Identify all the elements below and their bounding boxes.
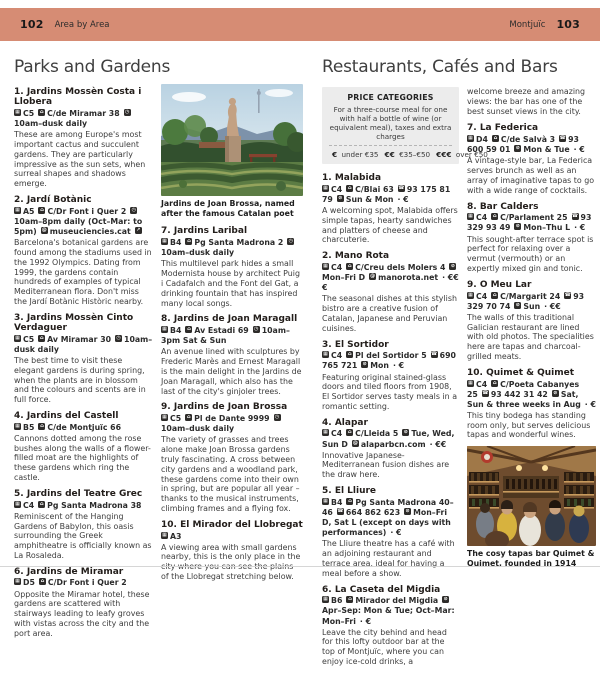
entry-title: 1. Jardins Mossèn Costa i Llobera bbox=[14, 87, 142, 108]
address-text: C/Dr Font i Quer 2 bbox=[47, 206, 127, 216]
address-text: Pg Santa Madrona 38 bbox=[47, 500, 142, 510]
address-text: Pg Santa Madrona 40–46 bbox=[322, 497, 454, 517]
entry-title: 9. Jardins de Joan Brossa bbox=[161, 402, 288, 413]
entry-title: 6. Jardins de Miramar bbox=[14, 566, 124, 577]
closed-text: Tue, Wed, Sun D bbox=[322, 429, 455, 449]
web-icon: @ bbox=[352, 439, 358, 446]
listing-entry bbox=[14, 567, 154, 639]
phone-icon: ☎ bbox=[431, 351, 438, 358]
map-text: C5 bbox=[170, 414, 182, 424]
entry-description: A viewing area with small gardens nearby, this is the only place in the city where you can see the plains of the Llobregat stretching below. bbox=[161, 542, 301, 582]
entry-title: 5. Jardins del Teatre Grec bbox=[14, 488, 143, 499]
parks-column-1 bbox=[14, 87, 154, 645]
entry-title: 9. O Meu Lar bbox=[467, 279, 532, 290]
phone-icon: ☎ bbox=[571, 213, 579, 220]
hours-text: 10am–dusk daily bbox=[14, 119, 88, 129]
address-icon: ⌂ bbox=[40, 206, 44, 213]
phone-icon: ☎ bbox=[398, 184, 405, 191]
map-icon: ▦ bbox=[323, 262, 328, 269]
address-text: C/Margarit 24 bbox=[500, 291, 561, 301]
listing-entry bbox=[322, 486, 459, 578]
map-text: A5 bbox=[23, 206, 35, 216]
map-icon: ▦ bbox=[323, 351, 328, 358]
web-text: museuciencies.cat bbox=[49, 227, 131, 237]
entry-info bbox=[161, 326, 303, 346]
listing-entry bbox=[14, 489, 154, 561]
address-text: Av Miramar 30 bbox=[47, 334, 112, 344]
price-rating: · € bbox=[359, 616, 372, 626]
web-text: manorota.net bbox=[378, 273, 439, 283]
left-page-number: 102 bbox=[20, 18, 44, 31]
entry-info bbox=[14, 501, 154, 511]
restaurants-section-title: Restaurants, Cafés and Bars bbox=[322, 57, 558, 77]
map-icon: ▦ bbox=[468, 135, 473, 142]
address-icon: ⌂ bbox=[39, 109, 44, 115]
address-text: Pl del Sortidor 5 bbox=[355, 351, 427, 361]
map-icon: ▦ bbox=[323, 497, 328, 504]
hours-text: 10am–dusk daily bbox=[161, 248, 235, 258]
closed-text: Mon–Fri D, Sat L (except on days with performances) bbox=[322, 507, 451, 538]
entry-title: 2. Mano Rota bbox=[322, 251, 390, 262]
price-categories-divider bbox=[329, 145, 452, 146]
phone-text: 93 175 81 79 bbox=[322, 184, 451, 204]
entry-title: 10. Quimet & Quimet bbox=[467, 367, 575, 378]
price-rating: · €€ bbox=[429, 439, 447, 449]
phone-icon: ☎ bbox=[559, 135, 566, 142]
entry-info bbox=[161, 414, 303, 434]
entry-title: 10. El Mirador del Llobregat bbox=[161, 519, 303, 530]
map-text: D4 bbox=[476, 135, 488, 145]
listing-entry bbox=[161, 226, 303, 308]
map-icon: ▦ bbox=[323, 184, 328, 191]
map-text: C4 bbox=[476, 213, 488, 223]
web-text: alaparbcn.com bbox=[360, 439, 426, 449]
map-text: B4 bbox=[331, 497, 343, 507]
map-icon: ▦ bbox=[162, 531, 167, 538]
listing-entry bbox=[14, 411, 154, 483]
price-symbol: € bbox=[332, 150, 338, 159]
garden-photo-caption: Jardins de Joan Brossa, named after the famous Catalan poet bbox=[161, 199, 295, 218]
listing-entry bbox=[322, 251, 459, 333]
restaurants-column-2 bbox=[467, 87, 596, 577]
entry-description: The best time to visit these elegant gardens is during spring, when the plants are in blossom and the colours and scents are in full force. bbox=[14, 355, 146, 405]
map-text: A3 bbox=[170, 531, 182, 541]
entry-description: An avenue lined with sculptures by Frederic Marès and Ernest Maragall is the main delight in the Jardins de Joan Maragall, which also has the last of the city's ginjoler trees. bbox=[161, 347, 302, 396]
map-text: C4 bbox=[476, 291, 488, 301]
closed-text: Mon–Fri D bbox=[322, 273, 366, 283]
web-icon: @ bbox=[370, 273, 376, 280]
entry-description: The variety of grasses and trees alone make Joan Brossa gardens truly fascinating. A cross between city gardens and a woodland park, these gardens come into their own in spring, but are popular all year – thanks to the musical instruments, climbing frames and a flying fox. bbox=[161, 435, 300, 514]
map-text: C4 bbox=[331, 184, 343, 194]
closed-icon: ⊘ bbox=[362, 361, 367, 368]
listing-entry bbox=[322, 585, 459, 667]
hours-text: 10am–3pm Sat & Sun bbox=[161, 326, 290, 346]
address-icon: ⌂ bbox=[187, 238, 191, 245]
address-icon: ⌂ bbox=[492, 213, 497, 220]
entry-title: 8. Bar Calders bbox=[467, 201, 539, 212]
hours-text: 10am–dusk daily bbox=[14, 334, 153, 354]
entry-description: The walls of this traditional Galician restaurant are lined with old photos. The specialities here are tapas and charcoal-grilled meats. bbox=[467, 312, 594, 361]
right-page-label: Montjuïc bbox=[509, 19, 546, 30]
address-icon: ⌂ bbox=[186, 414, 191, 421]
price-rating: · € bbox=[574, 223, 586, 233]
listing-entry bbox=[322, 418, 459, 480]
map-icon: ▦ bbox=[15, 109, 20, 115]
entry-title: 7. La Federica bbox=[467, 123, 539, 134]
listing-entry bbox=[14, 313, 154, 405]
listing-entry bbox=[322, 340, 459, 412]
entry-title: 4. Alapar bbox=[322, 417, 368, 428]
map-text: C4 bbox=[331, 429, 343, 439]
phone-text: 93 329 93 49 bbox=[467, 213, 592, 233]
entry-title: 2. Jardí Botànic bbox=[14, 195, 92, 206]
entry-description: Featuring original stained-glass doors and tiled floors from 1908, El Sortidor serves tasty meals in a romantic setting. bbox=[322, 372, 458, 411]
closed-text: Mon & Tue bbox=[523, 145, 570, 155]
entry-title: 4. Jardins del Castell bbox=[14, 410, 119, 421]
price-rating: · €€€ bbox=[322, 273, 459, 293]
price-scale bbox=[329, 150, 488, 159]
address-text: Pg Santa Madrona 2 bbox=[194, 238, 284, 248]
restaurant-entries-1-6 bbox=[322, 173, 459, 667]
entry-description: Cannons dotted among the rose bushes along the walls of a flower-filled moat are the highlights of these gardens which ring the castle. bbox=[14, 433, 151, 483]
phone-text: 93 442 31 42 bbox=[490, 389, 548, 399]
entry-info bbox=[14, 578, 154, 588]
map-icon: ▦ bbox=[15, 578, 20, 585]
price-categories-title: PRICE CATEGORIES bbox=[347, 93, 434, 102]
parks-entries-7-10 bbox=[161, 226, 303, 581]
address-text: C/de Miramar 38 bbox=[47, 109, 120, 118]
entry-title: 7. Jardins Laribal bbox=[161, 226, 248, 237]
map-text: C5 bbox=[23, 109, 35, 118]
entry-description: These are among Europe's most important cactus and succulent gardens. They are particularly impressive as the sun sets, when surreal shapes and shadows emerge. bbox=[14, 130, 146, 189]
entry-info bbox=[14, 207, 154, 237]
closed-text: Sat, Sun & three weeks in Aug bbox=[467, 389, 581, 409]
restaurant-entries-7-10 bbox=[467, 123, 596, 440]
bar-photo bbox=[467, 446, 596, 546]
listing-entry bbox=[14, 87, 154, 189]
external-icon: ↗ bbox=[136, 227, 141, 234]
closed-text: Apr–Sep: Mon & Tue; Oct–Mar: Mon–Fri bbox=[322, 606, 455, 626]
entry-info bbox=[14, 109, 154, 129]
address-icon: ⌂ bbox=[187, 326, 191, 333]
entry-info bbox=[322, 429, 459, 449]
listing-entry bbox=[467, 202, 596, 274]
map-icon: ▦ bbox=[162, 238, 167, 245]
address-text: C/Parlament 25 bbox=[500, 213, 568, 223]
entry-info bbox=[467, 292, 596, 312]
address-text: Mirador del Migdia bbox=[355, 596, 439, 606]
address-icon: ⌂ bbox=[492, 379, 497, 386]
listing-entry bbox=[322, 173, 459, 245]
entry-info bbox=[14, 335, 154, 355]
address-text: C/Lleida 5 bbox=[355, 429, 399, 439]
map-text: C4 bbox=[331, 262, 343, 272]
map-icon: ▦ bbox=[15, 334, 20, 341]
map-text: B4 bbox=[170, 326, 182, 336]
map-text: C5 bbox=[23, 334, 35, 344]
entry-info bbox=[467, 380, 596, 410]
closed-icon: ⊘ bbox=[515, 145, 520, 152]
map-icon: ▦ bbox=[162, 326, 167, 333]
price-rating: · €€ bbox=[544, 301, 561, 311]
entry-info bbox=[322, 185, 459, 205]
address-text: Pl de Dante 9999 bbox=[194, 414, 270, 424]
map-text: B4 bbox=[170, 238, 182, 248]
closed-icon: ⊘ bbox=[515, 301, 520, 308]
price-categories-description: For a three-course meal for one with half a bottle of wine (or equivalent meal), taxes and extra charges bbox=[329, 105, 452, 141]
closed-text: Mon bbox=[370, 361, 389, 371]
address-icon: ⌂ bbox=[39, 500, 44, 507]
entry-info bbox=[322, 351, 459, 371]
entry-title: 3. Jardins Mossèn Cinto Verdaguer bbox=[14, 312, 134, 333]
price-rating: · € bbox=[397, 194, 409, 204]
hours-icon: ◷ bbox=[131, 206, 136, 213]
closed-icon: ⊘ bbox=[443, 596, 448, 603]
parks-section-title: Parks and Gardens bbox=[14, 57, 171, 77]
hours-icon: ◷ bbox=[124, 109, 130, 115]
entry-title: 3. El Sortidor bbox=[322, 339, 389, 350]
closed-icon: ⊘ bbox=[338, 194, 343, 201]
price-symbol: €€€ bbox=[436, 150, 452, 159]
listing-entry bbox=[467, 280, 596, 362]
address-text: C/Dr Font i Quer 2 bbox=[47, 578, 127, 588]
address-icon: ⌂ bbox=[40, 578, 45, 585]
entry-description: The Lliure theatre has a café with an adjoining restaurant and terrace area, ideal for having a meal before a show. bbox=[322, 539, 455, 578]
entry-description: A welcoming spot, Malabida offers simple tapas, hearty sandwiches and platters of cheese and charcuterie. bbox=[322, 206, 458, 245]
hours-icon: ◷ bbox=[254, 326, 259, 333]
right-page-number: 103 bbox=[556, 18, 580, 31]
map-text: C4 bbox=[476, 379, 488, 389]
address-icon: ⌂ bbox=[493, 135, 498, 142]
closed-icon: ⊘ bbox=[403, 429, 408, 436]
price-scale-segment: € under €35 bbox=[332, 150, 379, 159]
hours-icon: ◷ bbox=[288, 238, 293, 245]
header-right bbox=[509, 18, 580, 31]
closed-icon: ⊘ bbox=[450, 262, 456, 269]
header-left bbox=[20, 18, 110, 31]
price-rating: · € bbox=[390, 528, 402, 538]
listing-entry bbox=[161, 402, 303, 513]
page-header-bar bbox=[0, 8, 600, 41]
phone-text: 690 765 721 bbox=[322, 351, 456, 371]
map-icon: ▦ bbox=[162, 414, 167, 421]
closed-text: Sun bbox=[523, 301, 541, 311]
price-rating: · € bbox=[573, 145, 585, 155]
entry-info bbox=[467, 213, 596, 233]
address-text: C/Creu dels Molers 4 bbox=[355, 262, 446, 272]
entry-description: This sought-after terrace spot is perfect for relaxing over a vermut (vermouth) or an expertly mixed gin and tonic. bbox=[467, 234, 594, 273]
map-icon: ▦ bbox=[468, 291, 473, 298]
phone-text: 93 600 59 01 bbox=[467, 135, 579, 155]
closed-icon: ⊘ bbox=[405, 507, 410, 514]
price-symbol: €€ bbox=[384, 150, 395, 159]
address-text: C/de Montjuïc 66 bbox=[47, 422, 122, 432]
phone-text: 93 329 70 74 bbox=[467, 291, 585, 311]
entry-description: Opposite the Miramar hotel, these gardens are scattered with stairways leading to leafy groves with vistas across the city and the port area. bbox=[14, 589, 150, 638]
address-icon: ⌂ bbox=[347, 184, 352, 191]
price-rating: · € bbox=[392, 361, 405, 371]
phone-text: 664 862 623 bbox=[345, 507, 401, 517]
entry-title: 5. El Lliure bbox=[322, 486, 377, 497]
map-text: B6 bbox=[331, 596, 343, 606]
page-bottom-rule bbox=[0, 566, 600, 567]
hours-text: 10am–dusk daily bbox=[161, 424, 235, 434]
listing-entry bbox=[161, 314, 303, 396]
map-text: B5 bbox=[23, 422, 35, 432]
entry-info bbox=[467, 135, 596, 155]
entry-info bbox=[14, 423, 154, 433]
address-icon: ⌂ bbox=[348, 596, 352, 603]
address-icon: ⌂ bbox=[347, 351, 352, 358]
address-icon: ⌂ bbox=[39, 334, 44, 341]
map-icon: ▦ bbox=[323, 429, 328, 436]
map-icon: ▦ bbox=[468, 379, 473, 386]
price-rating: · € bbox=[584, 399, 596, 409]
garden-photo bbox=[161, 84, 303, 196]
entry-title: 8. Jardins de Joan Maragall bbox=[161, 314, 298, 325]
entry-description: Leave the city behind and head for this lofty outdoor bar at the top of Montjuïc, where you can enjoy ice-cold drinks, a bbox=[322, 627, 447, 667]
closed-text: Mon–Thu L bbox=[523, 223, 571, 233]
map-text: C4 bbox=[23, 500, 35, 510]
address-icon: ⌂ bbox=[347, 262, 352, 269]
listing-entry bbox=[467, 368, 596, 441]
phone-icon: ☎ bbox=[337, 507, 344, 514]
phone-icon: ☎ bbox=[564, 291, 571, 298]
closed-text: Sun & Mon bbox=[345, 194, 394, 204]
entry-description: The seasonal dishes at this stylish bistro are a creative fusion of Catalan, Japanese and Peruvian cuisines. bbox=[322, 294, 457, 333]
left-page-label: Area by Area bbox=[54, 19, 110, 30]
phone-icon: ☎ bbox=[482, 389, 489, 396]
map-icon: ▦ bbox=[15, 206, 20, 213]
address-icon: ⌂ bbox=[492, 291, 497, 298]
listing-entry bbox=[14, 195, 154, 307]
address-text: Av Estadi 69 bbox=[194, 326, 249, 336]
hours-text: 10am–8pm daily (Oct–Mar: to 5pm) bbox=[14, 216, 143, 237]
web-icon: @ bbox=[41, 227, 47, 234]
map-text: C4 bbox=[331, 351, 343, 361]
bar-photo-caption: The cosy tapas bar Quimet & Quimet, founded in 1914 bbox=[467, 549, 595, 568]
entry-title: 6. La Caseta del Migdia bbox=[322, 584, 441, 595]
price-scale-segment: €€€ over €50 bbox=[436, 150, 488, 159]
entry-info bbox=[322, 498, 459, 539]
address-icon: ⌂ bbox=[348, 497, 352, 504]
entry-info bbox=[322, 263, 459, 293]
hours-icon: ◷ bbox=[274, 414, 280, 421]
price-scale-segment: €€ €35–€50 bbox=[384, 150, 431, 159]
entry-info bbox=[161, 532, 303, 542]
hours-icon: ◷ bbox=[116, 334, 121, 341]
entry-description: Barcelona's botanical gardens are found among the stadiums used in the 1992 Olympics. Dating from 1999, the gardens contain hundreds of examples of typical Mediterranean flora. Don't miss the Jardí Botànic Històric nearby. bbox=[14, 238, 152, 306]
address-icon: ⌂ bbox=[347, 429, 352, 436]
closed-icon: ⊘ bbox=[515, 223, 520, 230]
map-icon: ▦ bbox=[15, 500, 20, 507]
address-text: C/Poeta Cabanyes 25 bbox=[467, 379, 580, 399]
map-icon: ▦ bbox=[323, 596, 328, 603]
closed-icon: ⊘ bbox=[553, 389, 558, 396]
parks-column-2 bbox=[161, 84, 303, 588]
address-text: C/Blai 63 bbox=[355, 184, 394, 194]
entry-description: Reminiscent of the Hanging Gardens of Babylon, this oasis surrounding the Greek amphitheatre is officially known as La Rosaleda. bbox=[14, 511, 152, 560]
entry-description: This multilevel park hides a small Modernista house by architect Puig i Cadafalch and the Font del Gat, a drinking fountain that has inspired many local songs. bbox=[161, 259, 300, 308]
map-text: D5 bbox=[23, 578, 35, 588]
address-text: C/de Salvà 3 bbox=[500, 135, 556, 145]
address-icon: ⌂ bbox=[40, 422, 44, 429]
listing-entry bbox=[467, 123, 596, 195]
map-icon: ▦ bbox=[15, 422, 20, 429]
entry-info bbox=[161, 238, 303, 258]
entry-title: 1. Malabida bbox=[322, 173, 382, 183]
entry-description: A vintage-style bar, La Federica serves brunch as well as an array of imaginative tapas to go with a wide range of cocktails. bbox=[467, 156, 595, 195]
entry-description: This tiny bodega has standing room only, but serves delicious tapas and wonderful wines. bbox=[467, 410, 591, 440]
entry-6-continuation-text: welcome breeze and amazing views: the bar has one of the best sunset views in the city. bbox=[467, 87, 586, 116]
entry-info bbox=[322, 596, 459, 626]
map-icon: ▦ bbox=[468, 213, 473, 220]
entry-description: Innovative Japanese-Mediterranean fusion dishes are the draw here. bbox=[322, 450, 450, 480]
